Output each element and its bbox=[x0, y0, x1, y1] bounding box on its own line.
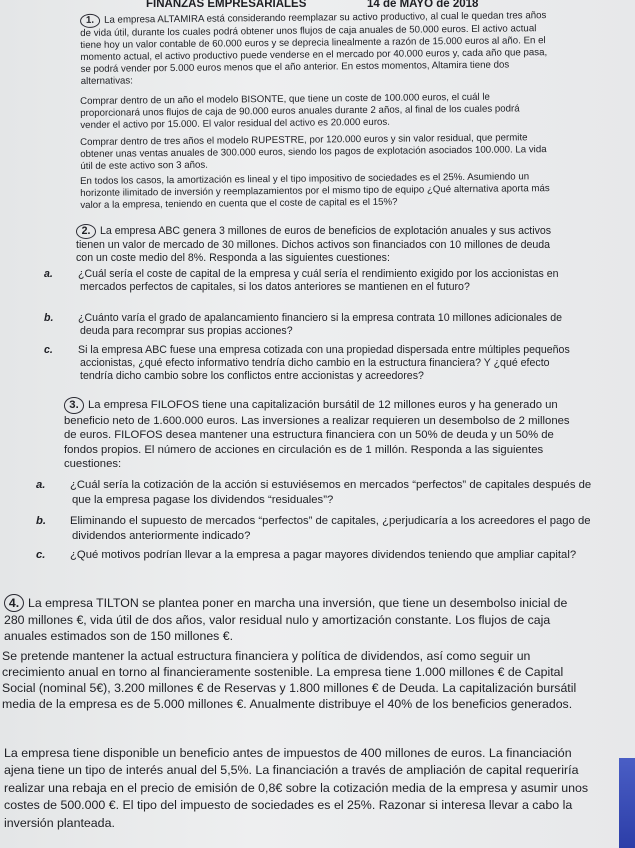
question-2-text: La empresa ABC genera 3 millones de euros de beneficios de explotación anuales y sus activos tienen un valor de mercado de 30 millones. Dichos activos son financiados con 10 millones de deuda con un coste medio del 8%. Responda a las siguientes cuestiones: bbox=[76, 225, 552, 264]
item-letter: c. bbox=[44, 344, 53, 356]
question-1-closing: En todos los casos, la amortización es lineal y el tipo impositivo de sociedades es el 25%. Asumiendo un horizonte ilimitado de inversión y reemplazamientos por el mismo tipo de equipo ¿Qué alternativa aporta más valor a la empresa, teniendo en cuenta que el coste de capital es el 15%? bbox=[80, 171, 550, 211]
question-4-paragraph-2: Se pretende mantener la actual estructura financiera y política de dividendos, así como seguir un crecimiento anual en torno al financieramente sostenible. La empresa tiene 1.000 millones € de Capital Social (nominal 5€), 3.200 millones € de Reservas y 1.800 millones € de Deuda. La capitalización bursátil media de la empresa es de 5.000 millones €. Anualmente distribuye el 40% de los beneficios generados. bbox=[2, 649, 577, 711]
item-text: Eliminando el supuesto de mercados “perfectos” de capitales, ¿perjudicaría a los acreedores el pago de dividendos anteriormente indicado? bbox=[70, 515, 591, 542]
question-4-intro bbox=[4, 594, 586, 644]
blue-folder-corner bbox=[619, 758, 635, 848]
question-2-item-b bbox=[44, 312, 580, 338]
question-1-number: 1. bbox=[80, 14, 100, 28]
question-2-item-a bbox=[44, 268, 580, 294]
item-letter: c. bbox=[36, 549, 46, 561]
question-4-text: La empresa TILTON se plantea poner en marcha una inversión, que tiene un desembolso inicial de 280 millones €, vida útil de dos años, valor residual nulo y amortización constante. Los flujos de caja anuales estimados son de 150 millones €. bbox=[4, 596, 568, 643]
question-3-item-b bbox=[36, 514, 592, 543]
question-3-intro bbox=[64, 397, 579, 472]
item-letter: b. bbox=[36, 515, 47, 527]
question-3-number: 3. bbox=[64, 397, 84, 414]
question-3-text: La empresa FILOFOS tiene una capitalización bursátil de 12 millones euros y ha generado un beneficio neto de 1.600.000 euros. Las inversiones a realizar requieren un desembolso de 2 millones de euros. FILOFOS desea mantener una estructura financiera con un 50% de deuda y un 50% de fondos propios. El número de acciones en circulación es de 1 millón. Responda a las siguientes cuestiones: bbox=[64, 399, 570, 471]
item-text: ¿Qué motivos podrían llevar a la empresa a pagar mayores dividendos teniendo que ampliar capital? bbox=[70, 549, 577, 561]
item-letter: a. bbox=[44, 268, 53, 280]
question-1-intro bbox=[80, 9, 551, 87]
item-letter: a. bbox=[36, 479, 46, 491]
question-4-paragraph-3: La empresa tiene disponible un beneficio antes de impuestos de 400 millones de euros. La financiación ajena tiene un tipo de interés anual del 5,5%. La financiación a través de ampliación de capital requeriría realizar una rebaja en el precio de emisión de 0,8€ sobre la cotización media de la empresa y asumir unos costes de 500.000 €. El tipo del impuesto de sociedades es el 25%. Razonar si interesa llevar a cabo la inversión planteada. bbox=[4, 746, 589, 830]
item-text: Si la empresa ABC fuese una empresa cotizada con una propiedad dispersada entre múltiples pequeños accionistas, ¿qué efecto informativo tendría dicho cambio en la estructura financiera? Y ¿qué efecto tendría dicho cambio sobre los conflictos entre accionistas y acreedores? bbox=[78, 344, 570, 382]
exam-date: 14 de MAYO de 2018 bbox=[367, 0, 479, 10]
question-1-text: La empresa ALTAMIRA está considerando reemplazar su activo productivo, al cual le quedan tres años de vida útil, durante los cuales podrá obtener unos flujos de caja anuales de 50.000 euros. El activo actual tiene hoy un valor contable de 60.000 euros y se deprecia linealmente a razón de 15.000 euros al año. En el momento actual, el activo productivo puede venderse en el mercado por 40.000 euros y, cada año que pasa, se podrá vender por 5.000 euros menos que el año anterior. En estos momentos, Altamira tiene dos alternativas: bbox=[80, 10, 548, 87]
question-2-intro bbox=[76, 224, 566, 265]
question-4-number: 4. bbox=[4, 594, 24, 612]
question-1-alternative-1: Comprar dentro de un año el modelo BISONTE, que tiene un coste de 100.000 euros, el cuál le proporcionará unos flujos de caja de 90.000 euros anuales durante 2 años, al final de los cuales podrá vender el activo por 15.000. El valor residual del activo es 20.000 euros. bbox=[80, 91, 520, 131]
question-2-number: 2. bbox=[76, 224, 96, 239]
item-text: ¿Cuánto varía el grado de apalancamiento financiero si la empresa contrata 10 millones adicionales de deuda para recomprar sus propias acciones? bbox=[78, 312, 563, 337]
question-3-item-c bbox=[36, 548, 592, 563]
item-text: ¿Cuál sería la cotización de la acción si estuviésemos en mercados “perfectos” de capitales después de que la empresa pagase los dividendos “residuales”? bbox=[70, 479, 592, 506]
subject-title: FINANZAS EMPRESARIALES bbox=[146, 0, 307, 10]
item-letter: b. bbox=[44, 312, 54, 324]
item-text: ¿Cuál sería el coste de capital de la empresa y cuál sería el rendimiento exigido por los accionistas en mercados perfectos de capitales, si los datos anteriores se mantienen en el futuro? bbox=[78, 268, 559, 293]
question-3-item-a bbox=[36, 478, 592, 507]
question-1-alternative-2: Comprar dentro de tres años el modelo RUPESTRE, por 120.000 euros y sin valor residual, que permite obtener unas ventas anuales de 300.000 euros, siendo los pagos de explotación asociados 100.000. La vida útil de este activo son 3 años. bbox=[80, 132, 547, 172]
question-2-item-c bbox=[44, 344, 580, 383]
